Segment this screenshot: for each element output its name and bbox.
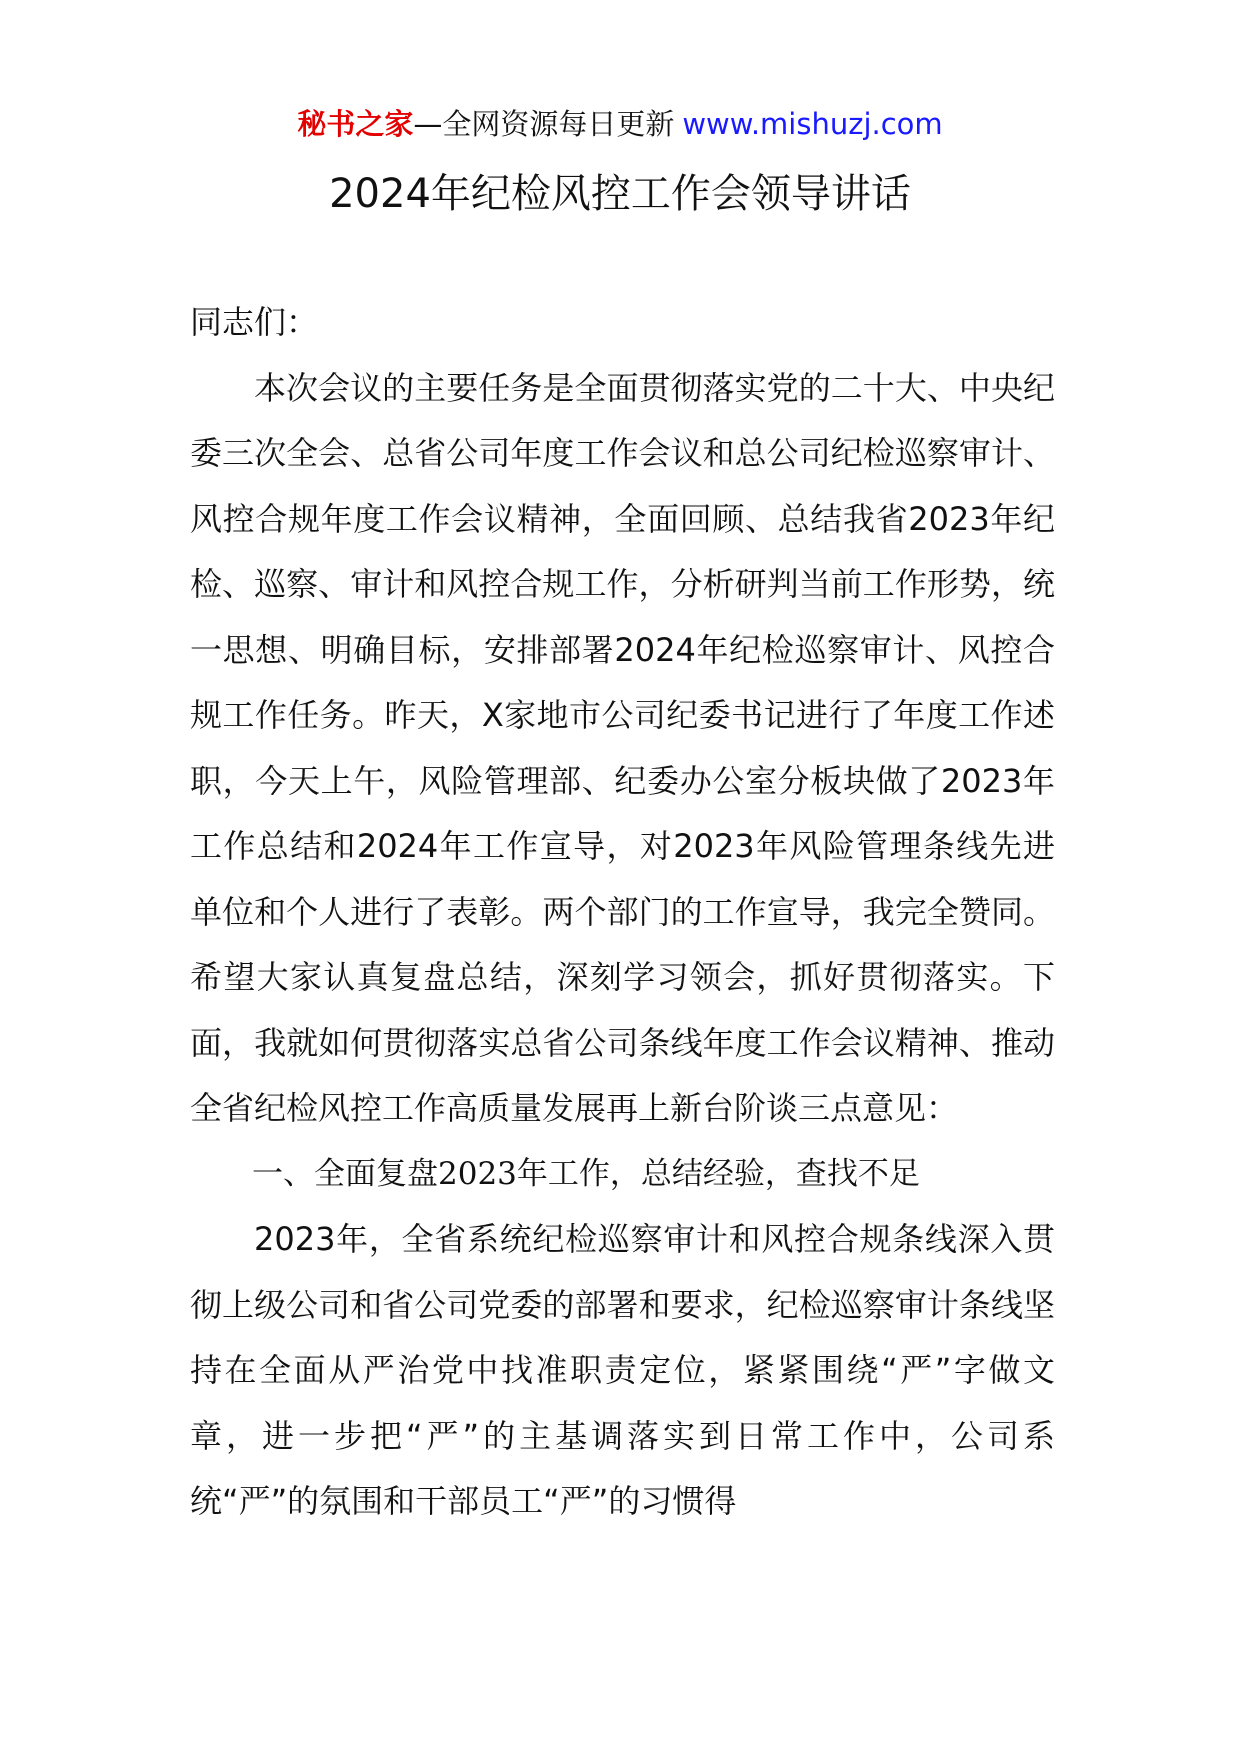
section-heading: 一、全面复盘2023年工作，总结经验，查找不足 — [252, 1155, 920, 1192]
body-paragraph: 本次会议的主要任务是全面贯彻落实党的二十大、中央纪委三次全会、总省公司年度工作会议和总公司纪检巡察审计、风控合规年度工作会议精神，全面回顾、总结我省2023年纪检、巡察、审计和风控合规工作，分析研判当前工作形势，统一思想、明确目标，安排部署2024年纪检巡察审计、风控合规工作任务。昨天，X家地市公司纪委书记进行了年度工作述职，今天上午，风险管理部、纪委办公室分板块做了2023年工作总结和2024年工作宣导，对2023年风险管理条线先进单位和个人进行了表彰。两个部门的工作宣导，我完全赞同。希望大家认真复盘总结，深刻学习领会，抓好贯彻落实。下面，我就如何贯彻落实总省公司条线年度工作会议精神、推动全省纪检风控工作高质量发展再上新台阶谈三点意见： — [190, 368, 1055, 1127]
header-banner — [0, 104, 1240, 144]
site-link[interactable]: www.mishuzj.com — [682, 107, 943, 141]
body-paragraph: 2023年，全省系统纪检巡察审计和风控合规条线深入贯彻上级公司和省公司党委的部署和要求，纪检巡察审计条线坚持在全面从严治党中找准职责定位，紧紧围绕“严”字做文章，进一步把“严”的主基调落实到日常工作中，公司系统“严”的氛围和干部员工“严”的习惯得 — [190, 1220, 1055, 1520]
brand-name: 秘书之家 — [297, 107, 414, 141]
salutation: 同志们： — [190, 303, 319, 341]
header-slogan: —全网资源每日更新 — [413, 107, 675, 141]
document-body — [190, 290, 1055, 1535]
document-title: 2024年纪检风控工作会领导讲话 — [329, 171, 911, 217]
